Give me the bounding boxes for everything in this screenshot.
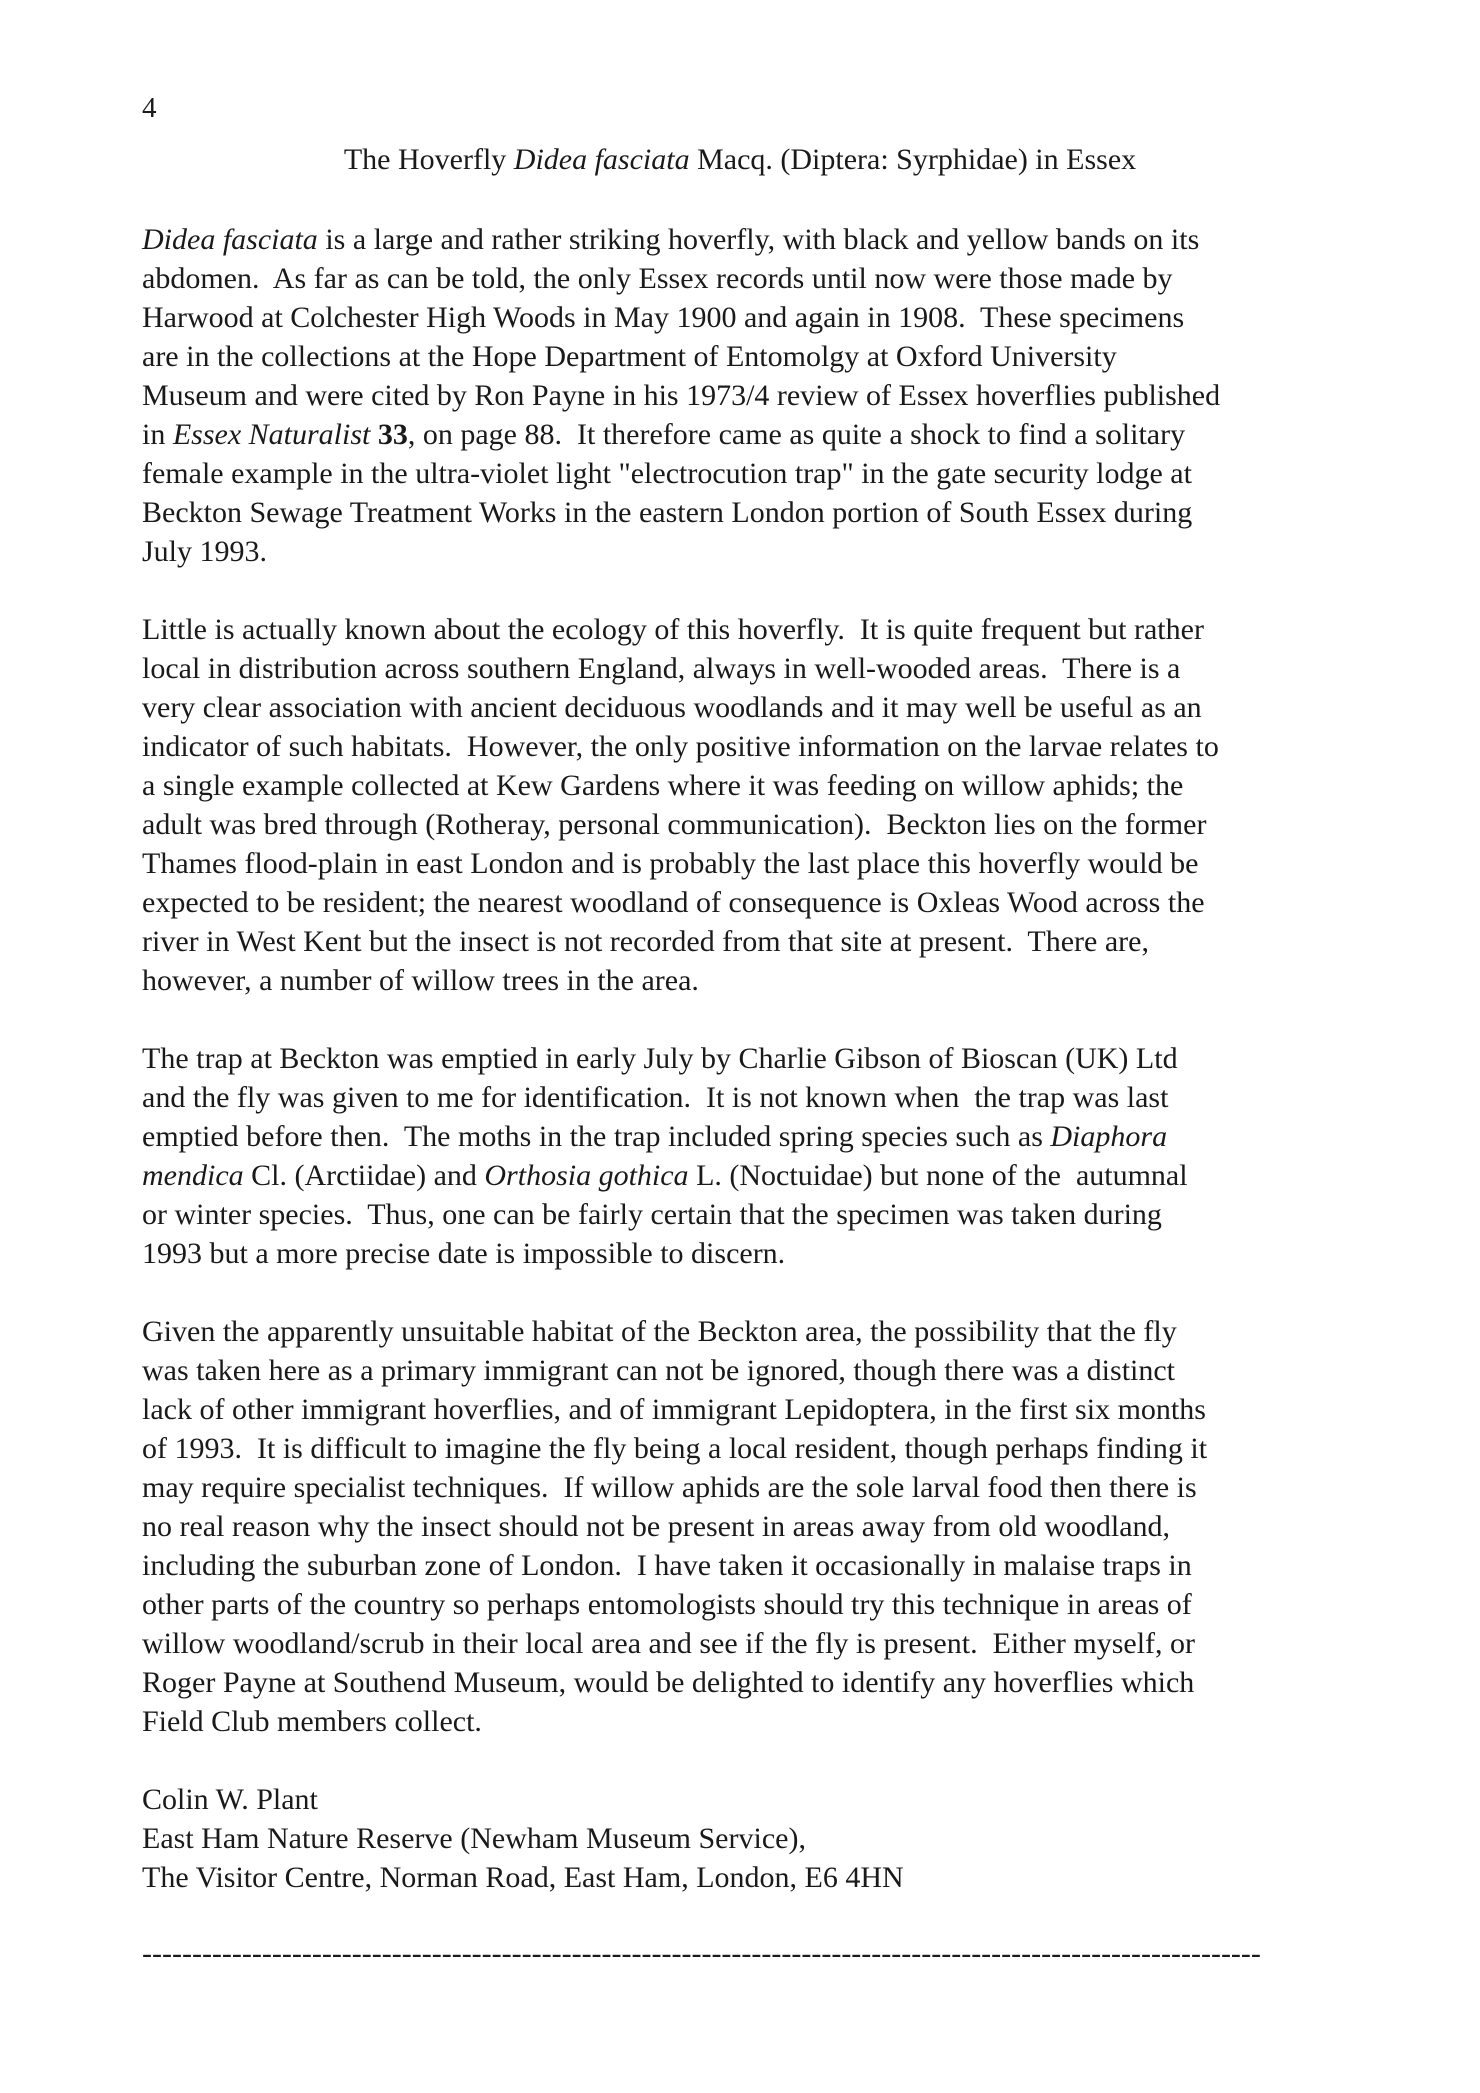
text-run: Field Club members collect. [142,1705,482,1738]
text-run: in [142,418,173,451]
paragraph-line [142,961,1342,1000]
text-run: The trap at Beckton was emptied in early July by Charlie Gibson of Bioscan (UK) Ltd [142,1042,1178,1075]
paragraph-line [142,259,1342,298]
section-separator: ---------------------------------------------------------------------------------------------------------------- [142,1937,1261,1970]
title-suffix: Macq. (Diptera: Syrphidae) in Essex [689,143,1137,176]
text-run: Thames flood-plain in east London and is probably the last place this hoverfly would be [142,847,1199,880]
italic-text: Didea fasciata [142,223,318,256]
text-run: no real reason why the insect should not be present in areas away from old woodland, [142,1510,1171,1543]
text-run: a single example collected at Kew Gardens where it was feeding on willow aphids; the [142,769,1184,802]
text-run: Cl. (Arctiidae) and [243,1159,485,1192]
article-body [142,220,1342,1897]
paragraph [142,220,1342,571]
title-species: Didea fasciata [513,143,690,176]
paragraph-line [142,1351,1342,1390]
text-run: other parts of the country so perhaps entomologists should try this technique in areas of [142,1588,1192,1621]
paragraph-line [142,532,1342,571]
title-prefix: The Hoverfly [343,143,514,176]
paragraph-line [142,298,1342,337]
paragraph-line [142,1507,1342,1546]
text-run: Museum and were cited by Ron Payne in his 1973/4 review of Essex hoverflies published [142,379,1221,412]
author-address: The Visitor Centre, Norman Road, East Ham, London, E6 4HN [142,1861,904,1894]
paragraph-line [142,337,1342,376]
paragraph-line [142,1585,1342,1624]
italic-text: mendica [142,1159,244,1192]
text-run: expected to be resident; the nearest woodland of consequence is Oxleas Wood across the [142,886,1205,919]
text-run: July 1993. [142,535,268,568]
paragraph-line [142,415,1342,454]
text-run: abdomen. As far as can be told, the only Essex records until now were those made by [142,262,1173,295]
signature-block [142,1780,1342,1897]
text-run: 1993 but a more precise date is impossible to discern. [142,1237,786,1270]
paragraph-line [142,1312,1342,1351]
paragraph-line [142,1117,1342,1156]
author-name: Colin W. Plant [142,1783,318,1816]
text-run: however, a number of willow trees in the area. [142,964,699,997]
article-title [0,141,1480,179]
text-run: Harwood at Colchester High Woods in May 1900 and again in 1908. These specimens [142,301,1185,334]
text-run: Roger Payne at Southend Museum, would be delighted to identify any hoverflies which [142,1666,1195,1699]
paragraph-line [142,1156,1342,1195]
text-run: adult was bred through (Rotheray, personal communication). Beckton lies on the former [142,808,1207,841]
paragraph-line [142,376,1342,415]
text-run: including the suburban zone of London. I have taken it occasionally in malaise traps in [142,1549,1192,1582]
text-run: or winter species. Thus, one can be fairly certain that the specimen was taken during [142,1198,1162,1231]
text-run: Little is actually known about the ecology of this hoverfly. It is quite frequent but rather [142,613,1204,646]
paragraph-line [142,1702,1342,1741]
text-run: are in the collections at the Hope Department of Entomolgy at Oxford University [142,340,1117,373]
paragraph-line [142,805,1342,844]
text-run: lack of other immigrant hoverflies, and of immigrant Lepidoptera, in the first six months [142,1393,1206,1426]
text-run: L. (Noctuidae) but none of the autumnal [688,1159,1188,1192]
text-run: Beckton Sewage Treatment Works in the eastern London portion of South Essex during [142,496,1193,529]
text-run: female example in the ultra-violet light "electrocution trap" in the gate security lodge at [142,457,1192,490]
paragraph-line [142,844,1342,883]
paragraph-line [142,727,1342,766]
paragraph-line [142,1663,1342,1702]
paragraph-line [142,1468,1342,1507]
paragraph [142,610,1342,1000]
paragraph-line [142,493,1342,532]
italic-text: Diaphora [1050,1120,1168,1153]
paragraph-line [142,922,1342,961]
text-run: emptied before then. The moths in the trap included spring species such as [142,1120,1051,1153]
text-run [370,418,378,451]
paragraph-line [142,1624,1342,1663]
text-run: willow woodland/scrub in their local area and see if the fly is present. Either myself, or [142,1627,1196,1660]
text-run: may require specialist techniques. If willow aphids are the sole larval food then there is [142,1471,1197,1504]
italic-text: Orthosia gothica [484,1159,689,1192]
paragraph-line [142,220,1342,259]
text-run: very clear association with ancient deciduous woodlands and it may well be useful as an [142,691,1202,724]
bold-text: 33 [377,418,408,451]
text-run: of 1993. It is difficult to imagine the fly being a local resident, though perhaps finding it [142,1432,1208,1465]
paragraph-line [142,883,1342,922]
paragraph-line [142,610,1342,649]
text-run: indicator of such habitats. However, the only positive information on the larvae relates to [142,730,1219,763]
paragraph [142,1312,1342,1741]
text-run: and the fly was given to me for identification. It is not known when the trap was last [142,1081,1169,1114]
author-organisation: East Ham Nature Reserve (Newham Museum Service), [142,1822,806,1855]
paragraph [142,1039,1342,1273]
paragraphs [142,220,1342,1741]
paragraph-line [142,688,1342,727]
text-run: river in West Kent but the insect is not recorded from that site at present. There are, [142,925,1149,958]
text-run: is a large and rather striking hoverfly, with black and yellow bands on its [317,223,1200,256]
paragraph-line [142,766,1342,805]
paragraph-line [142,649,1342,688]
paragraph-line [142,1429,1342,1468]
page-number: 4 [142,92,157,124]
text-run: local in distribution across southern England, always in well-wooded areas. There is a [142,652,1181,685]
paragraph-line [142,454,1342,493]
paragraph-line [142,1078,1342,1117]
paragraph-line [142,1390,1342,1429]
text-run: was taken here as a primary immigrant can not be ignored, though there was a distinct [142,1354,1176,1387]
paragraph-line [142,1039,1342,1078]
text-run: Given the apparently unsuitable habitat of the Beckton area, the possibility that the fly [142,1315,1177,1348]
paragraph-line [142,1195,1342,1234]
paragraph-line [142,1234,1342,1273]
text-run: , on page 88. It therefore came as quite a shock to find a solitary [407,418,1186,451]
italic-text: Essex Naturalist [172,418,371,451]
paragraph-line [142,1546,1342,1585]
